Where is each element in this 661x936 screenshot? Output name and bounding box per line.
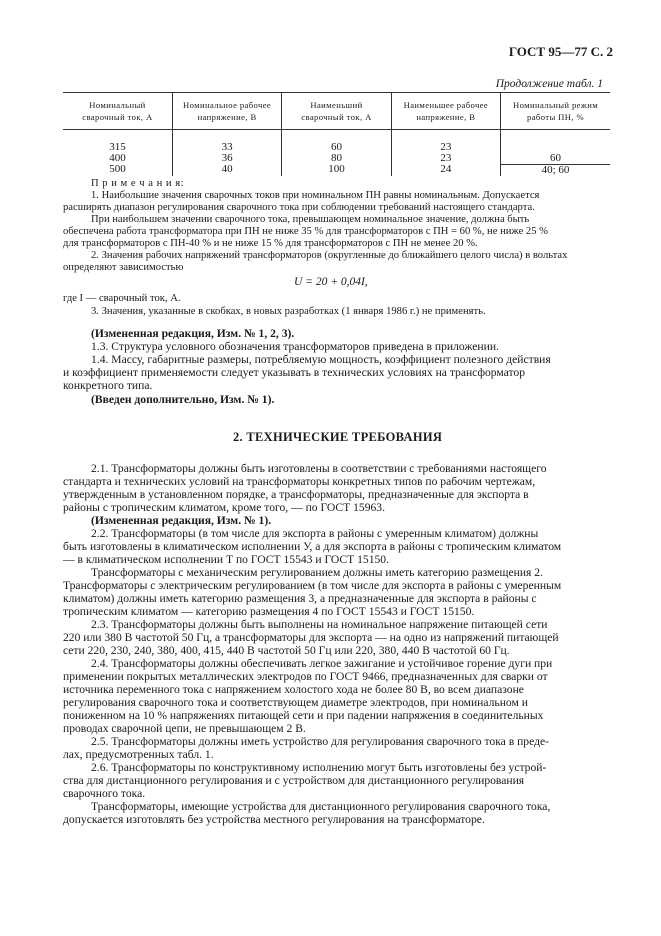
body-line: быть изготовлены в климатическом исполнении У, а для экспорта в районы с тропическим климатом: [63, 540, 562, 553]
body-line: регулирования сварочного тока и соответствующем диаметре электродов, при номинальном и: [63, 696, 528, 709]
note-1-line-5: для трансформаторов с ПН-40 % и не ниже 15 % для трансформаторов с ПН не менее 20 %.: [63, 238, 478, 249]
body-line: источника переменного тока с напряжением холостого хода не более 80 В, во всем диапазоне: [63, 683, 524, 696]
body-line: допускается изготовлять без устройства местного регулирования на трансформаторе.: [63, 813, 485, 826]
body-line: пониженном на 10 % напряжениях питающей сети и при падении напряжения в соединительных: [63, 709, 544, 722]
header-line: Номинальный: [89, 100, 146, 110]
cell-value: 315: [109, 141, 126, 153]
cell-value: 60: [330, 141, 342, 153]
note-2-line-1: 2. Значения рабочих напряжений трансформаторов (округленные до ближайшего целого числа) в вольтах: [91, 250, 568, 261]
body-line: Трансформаторы с механическим регулированием должны иметь категорию размещения 2.: [91, 566, 543, 579]
body-line: 2.5. Трансформаторы должны иметь устройство для регулирования сварочного тока в преде-: [91, 735, 549, 748]
amendment-note-1: (Измененная редакция, Изм. № 1, 2, 3).: [91, 327, 295, 340]
paragraph-1-4-line-2: и коэффициент применяемости следует указывать в технических условиях на трансформатор: [63, 366, 525, 379]
note-1-line-2: расширять диапазон регулирования сварочного тока при соблюдении требований настоящего стандарта.: [63, 202, 535, 213]
cell-spacer: [501, 130, 610, 153]
header-line: работы ПН, %: [527, 112, 585, 122]
welding-parameters-table: [63, 92, 610, 176]
note-1-line-1: 1. Наибольшие значения сварочных токов при номинальном ПН равны номинальным. Допускается: [91, 190, 540, 201]
notes-heading: П р и м е ч а н и я:: [91, 178, 185, 189]
header-line: напряжение, В: [197, 112, 257, 122]
table-cell-min-voltage: [391, 130, 500, 177]
cell-value: 24: [440, 163, 452, 175]
page-header: ГОСТ 95—77 С. 2: [508, 44, 613, 59]
paragraph-1-4-line-3: конкретного типа.: [63, 379, 153, 392]
paragraph-1-4-line-1: 1.4. Массу, габаритные размеры, потребляемую мощность, коэффициент полезного действия: [91, 353, 551, 366]
header-line: Наименьшее рабочее: [403, 100, 489, 110]
body-line: тропическим климатом — категорию размещения 4 по ГОСТ 15543 и ГОСТ 15150.: [63, 605, 475, 618]
cell-value: 23: [440, 152, 452, 164]
header-line: Номинальное рабочее: [183, 100, 272, 110]
formula-explanation: где I — сварочный ток, А.: [63, 293, 181, 304]
cell-value: 23: [440, 141, 452, 153]
body-line: утвержденным в установленном порядке, а трансформаторы, предназначенные для экспорта в: [63, 488, 529, 501]
note-1-line-3: При наибольшем значении сварочного тока, превышающем номинальное значение, должна быть: [91, 214, 530, 225]
table-continuation-label: Продолжение табл. 1: [495, 78, 603, 90]
body-line: климатом) должны иметь категорию размещения 3, а предназначенные для экспорта в районы с: [63, 592, 537, 605]
table-cell-min-current: [282, 130, 391, 177]
table-cell-duty-cycle: [501, 130, 610, 177]
body-line: стандарта и технических условий на трансформаторы конкретных типов по рабочим чертежам,: [63, 475, 536, 488]
body-line: проводах сварочной цепи, не превышающем 2 В.: [63, 722, 306, 735]
body-line: Трансформаторы с электрическим регулированием (в том числе для экспорта в районы с умеренным: [63, 579, 562, 592]
body-line: сварочного тока.: [63, 787, 146, 800]
note-2-line-2: определяют зависимостью: [63, 262, 184, 273]
cell-value: 100: [328, 163, 345, 175]
col-header-min-current: [282, 93, 391, 130]
header-line: Номинальный режим: [512, 100, 599, 110]
paragraph-1-3: 1.3. Структура условного обозначения трансформаторов приведена в приложении.: [91, 340, 499, 353]
header-line: напряжение, В: [416, 112, 476, 122]
col-header-min-voltage: [391, 93, 500, 130]
note-1-line-4: обеспечена работа трансформатора при ПН не ниже 35 % для трансформаторов с ПН = 60 %, не ниже 25 %: [63, 226, 548, 237]
table-data-row: [63, 130, 610, 177]
cell-value: 400: [109, 152, 126, 164]
table-cell-nominal-current: [63, 130, 172, 177]
cell-value: 36: [221, 152, 233, 164]
body-line: 2.2. Трансформаторы (в том числе для экспорта в районы с умеренным климатом) должны: [91, 527, 539, 540]
table-header-row: [63, 93, 610, 130]
amendment-note-3: (Измененная редакция, Изм. № 1).: [91, 514, 272, 527]
col-header-nominal-voltage: [172, 93, 281, 130]
body-line: сети 220, 230, 240, 380, 400, 415, 440 В частотой 50 Гц или 220, 380, 440 В частотой 60 Гц.: [63, 644, 510, 657]
cell-value: 40; 60: [501, 164, 610, 176]
body-line: — в климатическом исполнении Т по ГОСТ 15543 и ГОСТ 15150.: [63, 553, 390, 566]
body-line: 2.3. Трансформаторы должны быть выполнены на номинальное напряжение питающей сети: [91, 618, 548, 631]
table-cell-nominal-voltage: [172, 130, 281, 177]
body-line: Трансформаторы, имеющие устройства для дистанционного регулирования сварочного тока,: [91, 800, 551, 813]
header-line: сварочный ток, А: [301, 112, 372, 122]
header-line: Наименьший: [310, 100, 363, 110]
body-line: ства для дистанционного регулирования и с устройством для дистанционного регулирования: [63, 774, 525, 787]
body-line: 2.6. Трансформаторы по конструктивному исполнению могут быть изготовлены без устрой-: [91, 761, 547, 774]
note-3: 3. Значения, указанные в скобках, в новых разработках (1 января 1986 г.) не применять.: [91, 306, 486, 317]
cell-value: 60: [550, 152, 562, 164]
body-line: 2.4. Трансформаторы должны обеспечивать легкое зажигание и устойчивое горение дуги при: [91, 657, 553, 670]
body-line: применении покрытых металлических электродов по ГОСТ 9466, предназначенных для сварки от: [63, 670, 548, 683]
body-line: районы с тропическим климатом, кроме того, — по ГОСТ 15963.: [63, 501, 385, 514]
body-line: 220 или 380 В частотой 50 Гц, а трансформаторы для экспорта — на одно из напряжений питающей: [63, 631, 559, 644]
voltage-formula: U = 20 + 0,04I,: [294, 276, 368, 288]
section-title: 2. ТЕХНИЧЕСКИЕ ТРЕБОВАНИЯ: [233, 430, 443, 444]
col-header-duty-cycle: [501, 93, 610, 130]
cell-value: 40: [221, 163, 233, 175]
cell-value: 500: [109, 163, 126, 175]
body-line: лах, предусмотренных табл. 1.: [63, 748, 214, 761]
header-line: сварочный ток, А: [82, 112, 153, 122]
col-header-nominal-current: [63, 93, 172, 130]
body-line: 2.1. Трансформаторы должны быть изготовлены в соответствии с требованиями настоящего: [91, 462, 547, 475]
cell-value: 80: [330, 152, 342, 164]
cell-value: 33: [221, 141, 233, 153]
amendment-note-2: (Введен дополнительно, Изм. № 1).: [91, 393, 275, 406]
